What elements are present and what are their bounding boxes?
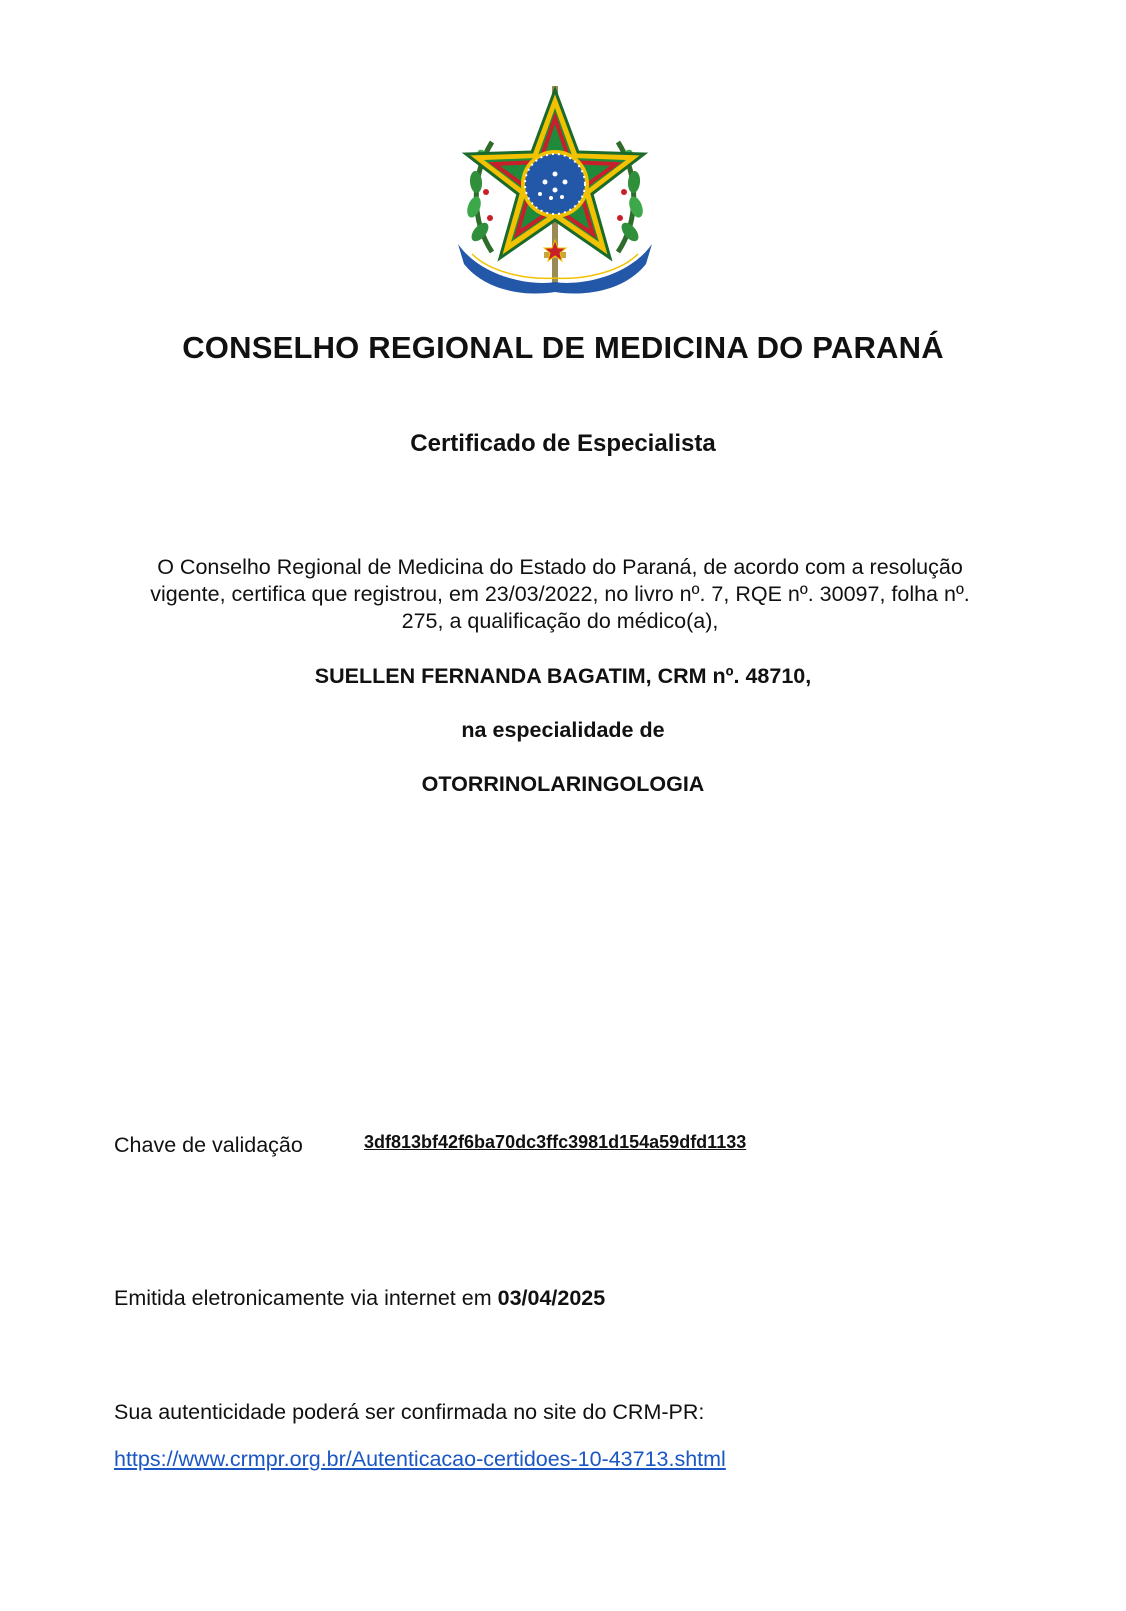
body-line: 275, a qualificação do médico(a), xyxy=(401,609,719,633)
body-line: vigente, certifica que registrou, em 23/03/2022, no livro nº. 7, RQE nº. 30097, folha nº. xyxy=(150,582,970,606)
certificate-title: Certificado de Especialista xyxy=(410,430,716,457)
authenticity-link[interactable]: https://www.crmpr.org.br/Autenticacao-certidoes-10-43713.shtml xyxy=(114,1447,726,1471)
specialty-name: OTORRINOLARINGOLOGIA xyxy=(421,772,705,796)
council-title: CONSELHO REGIONAL DE MEDICINA DO PARANÁ xyxy=(182,330,944,365)
validation-key-value: 3df813bf42f6ba70dc3ffc3981d154a59dfd1133 xyxy=(364,1132,747,1152)
certificate-body xyxy=(104,554,1016,635)
authenticity-statement: Sua autenticidade poderá ser confirmada no site do CRM-PR: xyxy=(114,1400,705,1424)
issuance-date: 03/04/2025 xyxy=(497,1286,606,1310)
brazil-coat-of-arms-emblem xyxy=(452,82,658,294)
body-line: O Conselho Regional de Medicina do Estado do Paraná, de acordo com a resolução xyxy=(157,555,963,579)
issuance-statement xyxy=(114,1286,605,1311)
issuance-text: Emitida eletronicamente via internet em xyxy=(114,1286,498,1310)
constellation-disc xyxy=(521,150,589,218)
specialty-intro: na especialidade de xyxy=(461,718,665,742)
validation-key-label: Chave de validação xyxy=(114,1133,303,1157)
physician-name: SUELLEN FERNANDA BAGATIM, CRM nº. 48710, xyxy=(314,664,812,688)
